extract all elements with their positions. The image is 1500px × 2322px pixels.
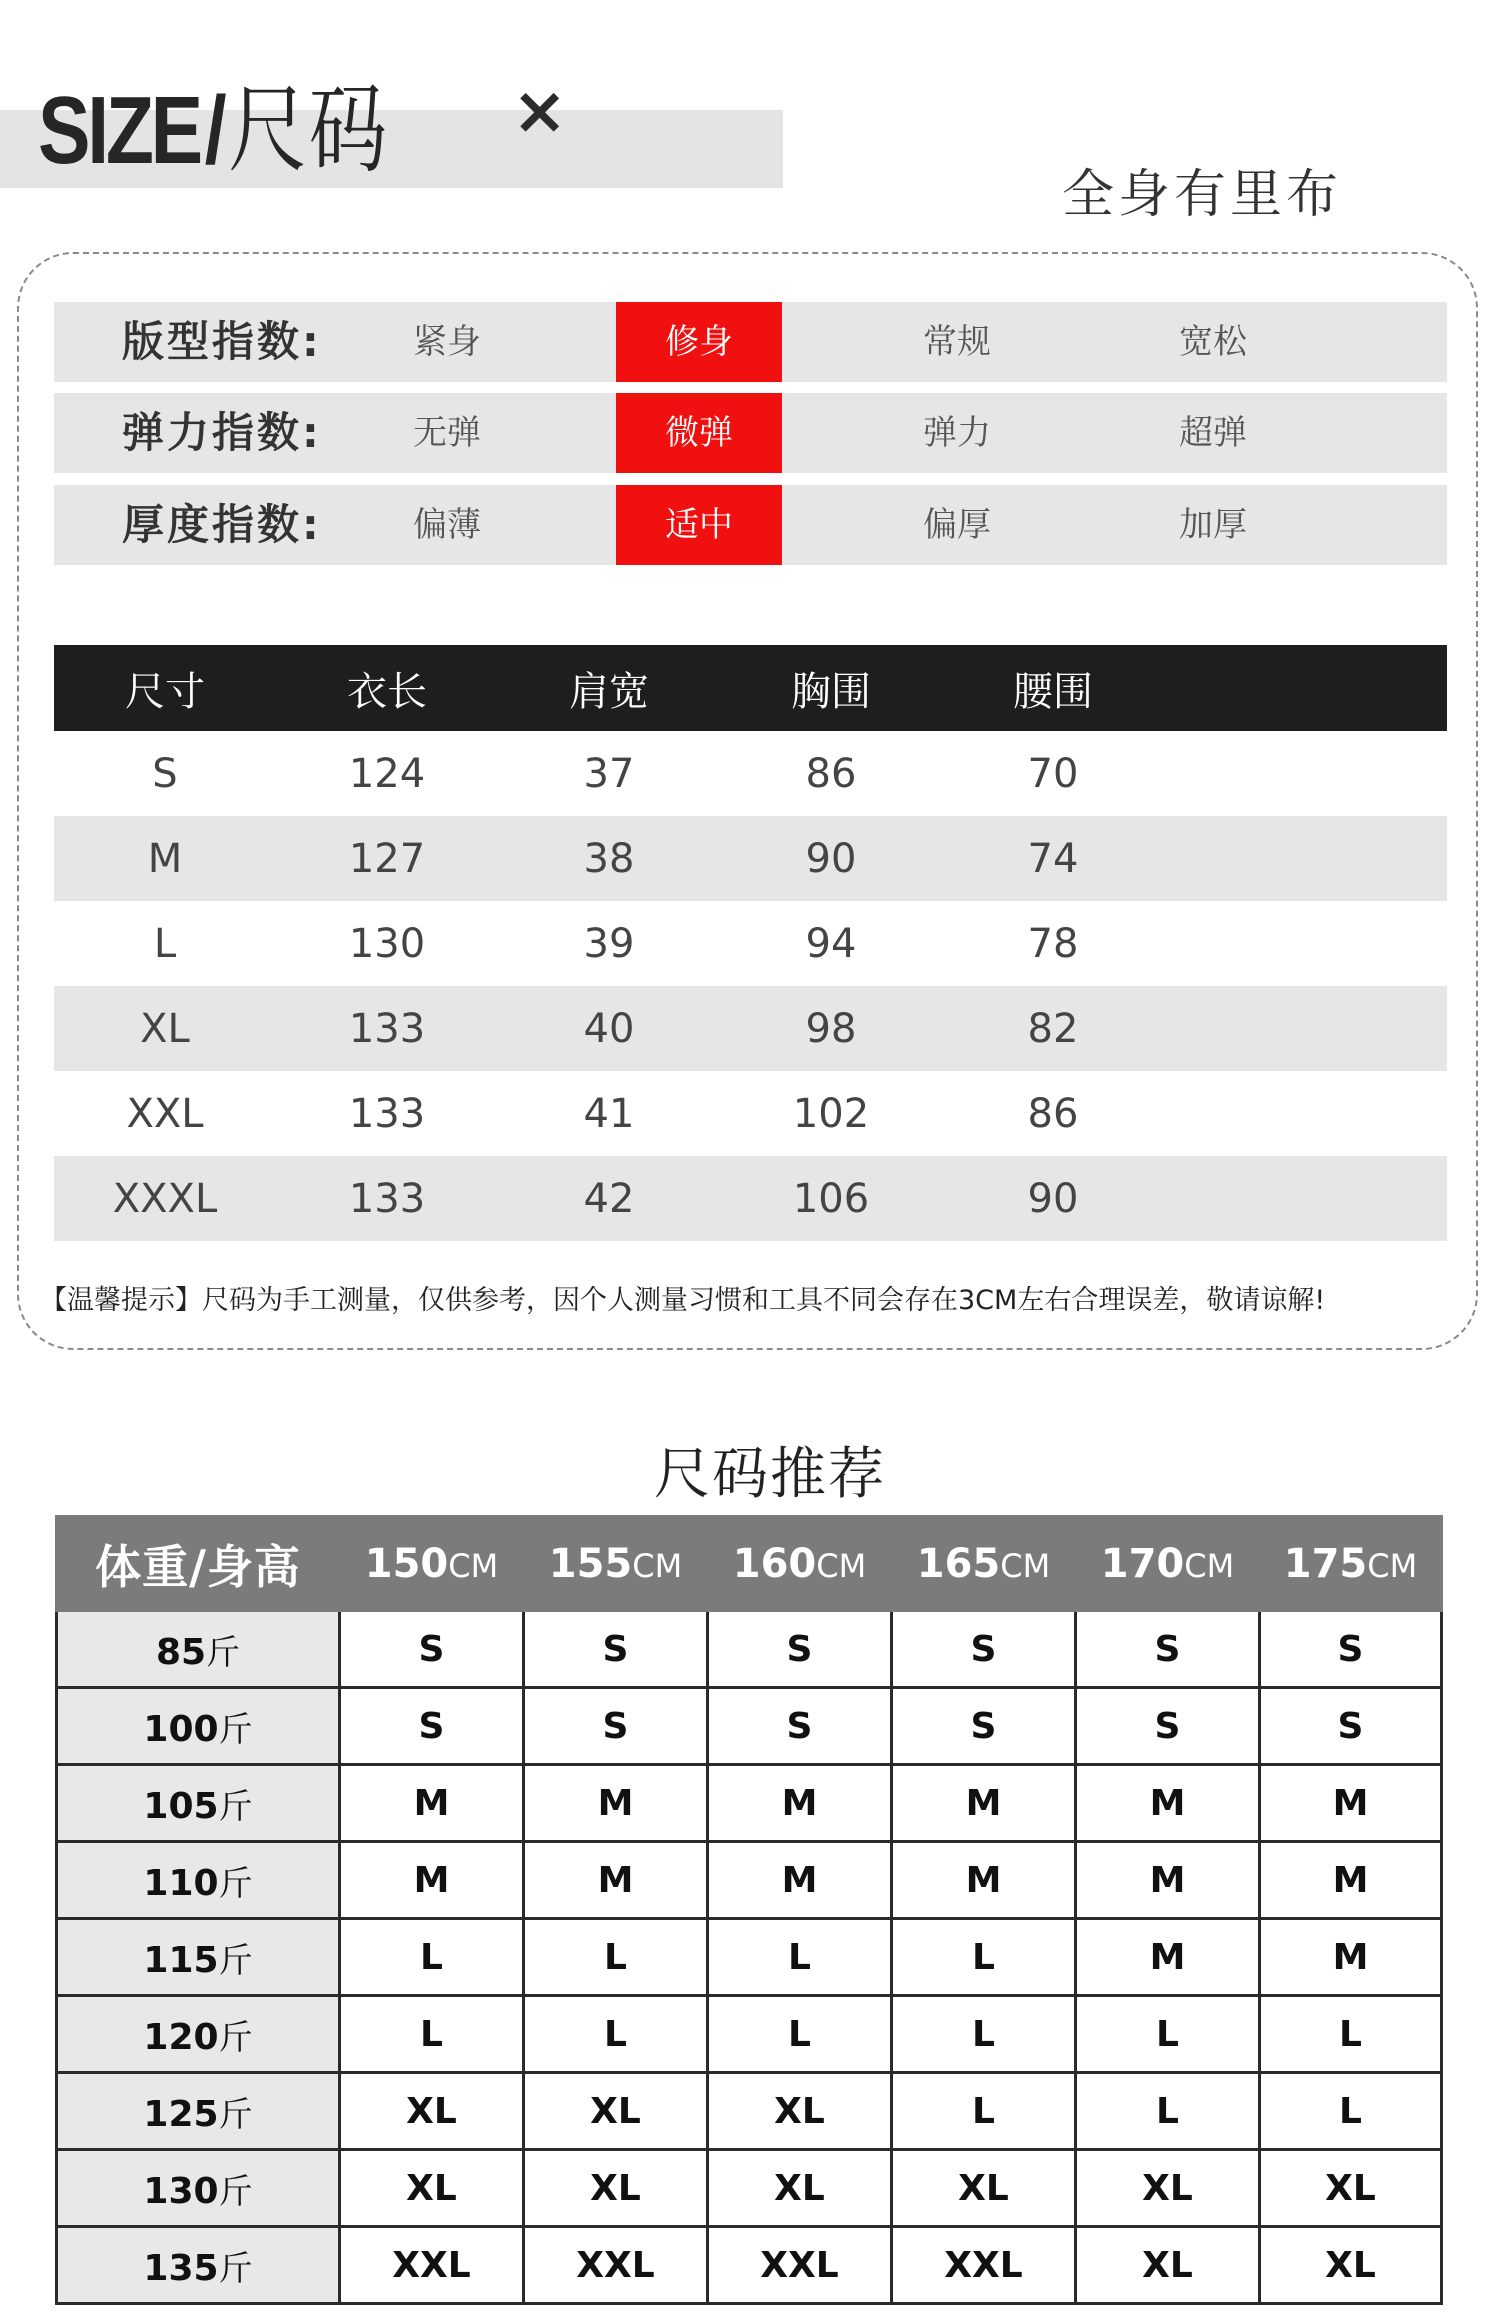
spec-row xyxy=(54,731,1447,816)
size-cell: XL xyxy=(524,2073,708,2150)
weight-value: 110 xyxy=(143,1862,219,1904)
size-cell: L xyxy=(892,2073,1076,2150)
spec-cell: M xyxy=(54,816,276,901)
spec-cell: 127 xyxy=(276,816,498,901)
fit-option: 超弹 xyxy=(1179,413,1247,453)
height-unit: CM xyxy=(1000,1546,1051,1585)
title-slash: / xyxy=(204,77,224,184)
size-cell: M xyxy=(1260,1765,1442,1842)
size-cell: L xyxy=(1076,2073,1260,2150)
spec-cell-filler xyxy=(1164,816,1447,901)
spec-cell: 102 xyxy=(792,1090,870,1137)
size-cell: S xyxy=(892,1611,1076,1688)
size-cell: M xyxy=(708,1765,892,1842)
spec-cell: XXL xyxy=(126,1090,204,1137)
spec-cell: 133 xyxy=(276,986,498,1071)
fit-option: 偏薄 xyxy=(413,505,481,545)
size-cell: L xyxy=(524,1919,708,1996)
rec-row xyxy=(57,1919,1442,1996)
fit-index-row xyxy=(54,393,1447,473)
size-cell: S xyxy=(708,1611,892,1688)
size-cell: M xyxy=(1260,1842,1442,1919)
title-cn: 尺码 xyxy=(228,74,389,186)
weight-cell xyxy=(57,2227,340,2304)
fit-index-row xyxy=(54,302,1447,382)
spec-column-header: 胸围 xyxy=(720,645,942,731)
size-cell: S xyxy=(340,1688,524,1765)
spec-cell: 82 xyxy=(942,986,1164,1071)
weight-value: 130 xyxy=(143,2170,219,2212)
height-value: 165 xyxy=(916,1540,1001,1587)
size-cell: S xyxy=(340,1611,524,1688)
fit-option: 紧身 xyxy=(413,322,481,362)
weight-value: 115 xyxy=(143,1939,219,1981)
size-cell: S xyxy=(1076,1688,1260,1765)
height-unit: CM xyxy=(816,1546,867,1585)
fit-index-label: 版型指数: xyxy=(122,317,322,366)
size-cell: S xyxy=(708,1688,892,1765)
recommendation-title: 尺码推荐 xyxy=(654,1442,886,1507)
rec-row xyxy=(57,1611,1442,1688)
size-cell: M xyxy=(1076,1765,1260,1842)
size-cell: S xyxy=(1260,1611,1442,1688)
weight-cell xyxy=(57,1919,340,1996)
weight-unit: 斤 xyxy=(218,1940,253,1981)
spec-cell: 133 xyxy=(276,1156,498,1241)
spec-cell: XXXL xyxy=(54,1156,276,1241)
spec-cell-filler xyxy=(1164,1071,1447,1156)
spec-cell: 41 xyxy=(583,1090,635,1137)
weight-cell xyxy=(57,2150,340,2227)
size-cell: M xyxy=(892,1765,1076,1842)
fit-option-selected: 修身 xyxy=(616,302,782,382)
size-cell: L xyxy=(524,1996,708,2073)
weight-unit: 斤 xyxy=(218,1786,253,1827)
size-cell: L xyxy=(340,1996,524,2073)
size-recommendation-table xyxy=(55,1515,1443,2305)
weight-unit: 斤 xyxy=(206,1632,241,1673)
weight-unit: 斤 xyxy=(218,2017,253,2058)
spec-cell: 37 xyxy=(583,750,635,797)
spec-cell: 90 xyxy=(942,1156,1164,1241)
size-cell: XL xyxy=(708,2073,892,2150)
spec-cell: 130 xyxy=(348,920,426,967)
height-unit: CM xyxy=(1367,1546,1418,1585)
weight-value: 135 xyxy=(143,2247,219,2289)
size-cell: M xyxy=(524,1842,708,1919)
title-en: SIZE xyxy=(38,77,200,184)
spec-cell-filler xyxy=(1164,986,1447,1071)
weight-unit: 斤 xyxy=(218,2094,253,2135)
height-header xyxy=(1076,1517,1260,1611)
size-cell: M xyxy=(340,1842,524,1919)
size-cell: L xyxy=(892,1996,1076,2073)
weight-cell xyxy=(57,2073,340,2150)
size-cell: L xyxy=(708,1996,892,2073)
weight-unit: 斤 xyxy=(218,1709,253,1750)
fit-option: 偏厚 xyxy=(923,505,991,545)
weight-cell xyxy=(57,1688,340,1765)
spec-cell: 106 xyxy=(720,1156,942,1241)
size-cell: XXL xyxy=(708,2227,892,2304)
spec-column-header: 腰围 xyxy=(942,645,1164,731)
height-unit: CM xyxy=(1184,1546,1235,1585)
height-unit: CM xyxy=(448,1546,499,1585)
spec-cell: 133 xyxy=(348,1090,426,1137)
fit-option: 常规 xyxy=(923,322,991,362)
fit-option-selected: 微弹 xyxy=(616,393,782,473)
spec-cell: 124 xyxy=(348,750,426,797)
spec-cell: 39 xyxy=(583,920,635,967)
fit-index-label: 厚度指数: xyxy=(122,500,322,549)
size-cell: XL xyxy=(1260,2227,1442,2304)
height-value: 175 xyxy=(1283,1540,1368,1587)
weight-cell xyxy=(57,1765,340,1842)
height-header xyxy=(892,1517,1076,1611)
fit-option-selected: 适中 xyxy=(616,485,782,565)
size-cell: L xyxy=(340,1919,524,1996)
fit-option: 宽松 xyxy=(1179,322,1247,362)
spec-row xyxy=(54,986,1447,1071)
size-cell: L xyxy=(1260,2073,1442,2150)
weight-unit: 斤 xyxy=(218,2171,253,2212)
spec-row xyxy=(54,1071,1447,1156)
height-header xyxy=(708,1517,892,1611)
size-cell: XL xyxy=(1260,2150,1442,2227)
spec-row xyxy=(54,901,1447,986)
rec-row xyxy=(57,2150,1442,2227)
size-cell: M xyxy=(1076,1842,1260,1919)
height-header xyxy=(1260,1517,1442,1611)
height-value: 155 xyxy=(548,1540,633,1587)
size-cell: M xyxy=(340,1765,524,1842)
spec-cell: S xyxy=(152,750,178,797)
size-cell: XL xyxy=(524,2150,708,2227)
size-cell: M xyxy=(524,1765,708,1842)
rec-row xyxy=(57,1996,1442,2073)
size-cell: S xyxy=(524,1688,708,1765)
size-cell: XXL xyxy=(892,2227,1076,2304)
rec-row xyxy=(57,1688,1442,1765)
weight-value: 105 xyxy=(143,1785,219,1827)
spec-cell-filler xyxy=(1164,1156,1447,1241)
height-value: 160 xyxy=(732,1540,817,1587)
size-cell: S xyxy=(524,1611,708,1688)
weight-value: 125 xyxy=(143,2093,219,2135)
size-cell: L xyxy=(708,1919,892,1996)
size-cell: XL xyxy=(340,2150,524,2227)
spec-cell: 42 xyxy=(498,1156,720,1241)
height-header xyxy=(340,1517,524,1611)
fit-option: 加厚 xyxy=(1179,505,1247,545)
size-cell: XL xyxy=(1076,2227,1260,2304)
size-cell: L xyxy=(1260,1996,1442,2073)
spec-row xyxy=(54,1156,1447,1241)
spec-cell: 90 xyxy=(720,816,942,901)
spec-column-header: 衣长 xyxy=(276,645,498,731)
spec-column-header: 尺寸 xyxy=(54,645,276,731)
rec-corner-header: 体重/身高 xyxy=(57,1517,340,1611)
size-cell: S xyxy=(892,1688,1076,1765)
height-header xyxy=(524,1517,708,1611)
spec-cell: 86 xyxy=(1027,1090,1079,1137)
fit-option: 弹力 xyxy=(923,413,991,453)
spec-cell: 70 xyxy=(1027,750,1079,797)
weight-value: 85 xyxy=(155,1631,207,1673)
size-cell: XXL xyxy=(524,2227,708,2304)
fit-option: 无弹 xyxy=(413,413,481,453)
spec-cell: 40 xyxy=(498,986,720,1071)
spec-header-filler xyxy=(1164,645,1447,731)
weight-unit: 斤 xyxy=(218,2248,253,2289)
spec-row xyxy=(54,816,1447,901)
weight-cell xyxy=(57,1611,340,1688)
measurement-tip: 【温馨提示】尺码为手工测量，仅供参考，因个人测量习惯和工具不同会存在3CM左右合理误差，敬请谅解! xyxy=(40,1285,1326,1316)
lining-note: 全身有里布 xyxy=(1062,165,1343,225)
height-value: 170 xyxy=(1100,1540,1185,1587)
spec-cell-filler xyxy=(1164,731,1447,816)
spec-cell: 74 xyxy=(942,816,1164,901)
weight-cell xyxy=(57,1842,340,1919)
rec-row xyxy=(57,2227,1442,2304)
size-cell: XL xyxy=(1076,2150,1260,2227)
size-cell: M xyxy=(1260,1919,1442,1996)
rec-header-row xyxy=(57,1517,1442,1611)
weight-value: 100 xyxy=(143,1708,219,1750)
size-cell: XL xyxy=(340,2073,524,2150)
spec-cell: XL xyxy=(54,986,276,1071)
rec-row xyxy=(57,1842,1442,1919)
height-unit: CM xyxy=(632,1546,683,1585)
size-cell: L xyxy=(892,1919,1076,1996)
size-cell: XXL xyxy=(340,2227,524,2304)
fit-index-row xyxy=(54,485,1447,565)
size-cell: XL xyxy=(708,2150,892,2227)
size-cell: M xyxy=(708,1842,892,1919)
rec-row xyxy=(57,1765,1442,1842)
size-cell: S xyxy=(1076,1611,1260,1688)
spec-cell: 38 xyxy=(498,816,720,901)
size-cell: S xyxy=(1260,1688,1442,1765)
close-icon[interactable]: × xyxy=(512,72,568,149)
rec-row xyxy=(57,2073,1442,2150)
size-cell: M xyxy=(892,1842,1076,1919)
spec-column-header: 肩宽 xyxy=(498,645,720,731)
page-title xyxy=(38,54,389,191)
size-cell: XL xyxy=(892,2150,1076,2227)
spec-cell: 86 xyxy=(805,750,857,797)
size-spec-table xyxy=(54,645,1447,1241)
spec-cell: L xyxy=(153,920,177,967)
spec-header-row xyxy=(54,645,1447,731)
spec-cell-filler xyxy=(1164,901,1447,986)
spec-cell: 94 xyxy=(805,920,857,967)
height-value: 150 xyxy=(364,1540,449,1587)
weight-value: 120 xyxy=(143,2016,219,2058)
weight-cell xyxy=(57,1996,340,2073)
spec-cell: 78 xyxy=(1027,920,1079,967)
weight-unit: 斤 xyxy=(218,1863,253,1904)
size-cell: M xyxy=(1076,1919,1260,1996)
fit-index-label: 弹力指数: xyxy=(122,408,322,457)
spec-cell: 98 xyxy=(720,986,942,1071)
size-cell: L xyxy=(1076,1996,1260,2073)
